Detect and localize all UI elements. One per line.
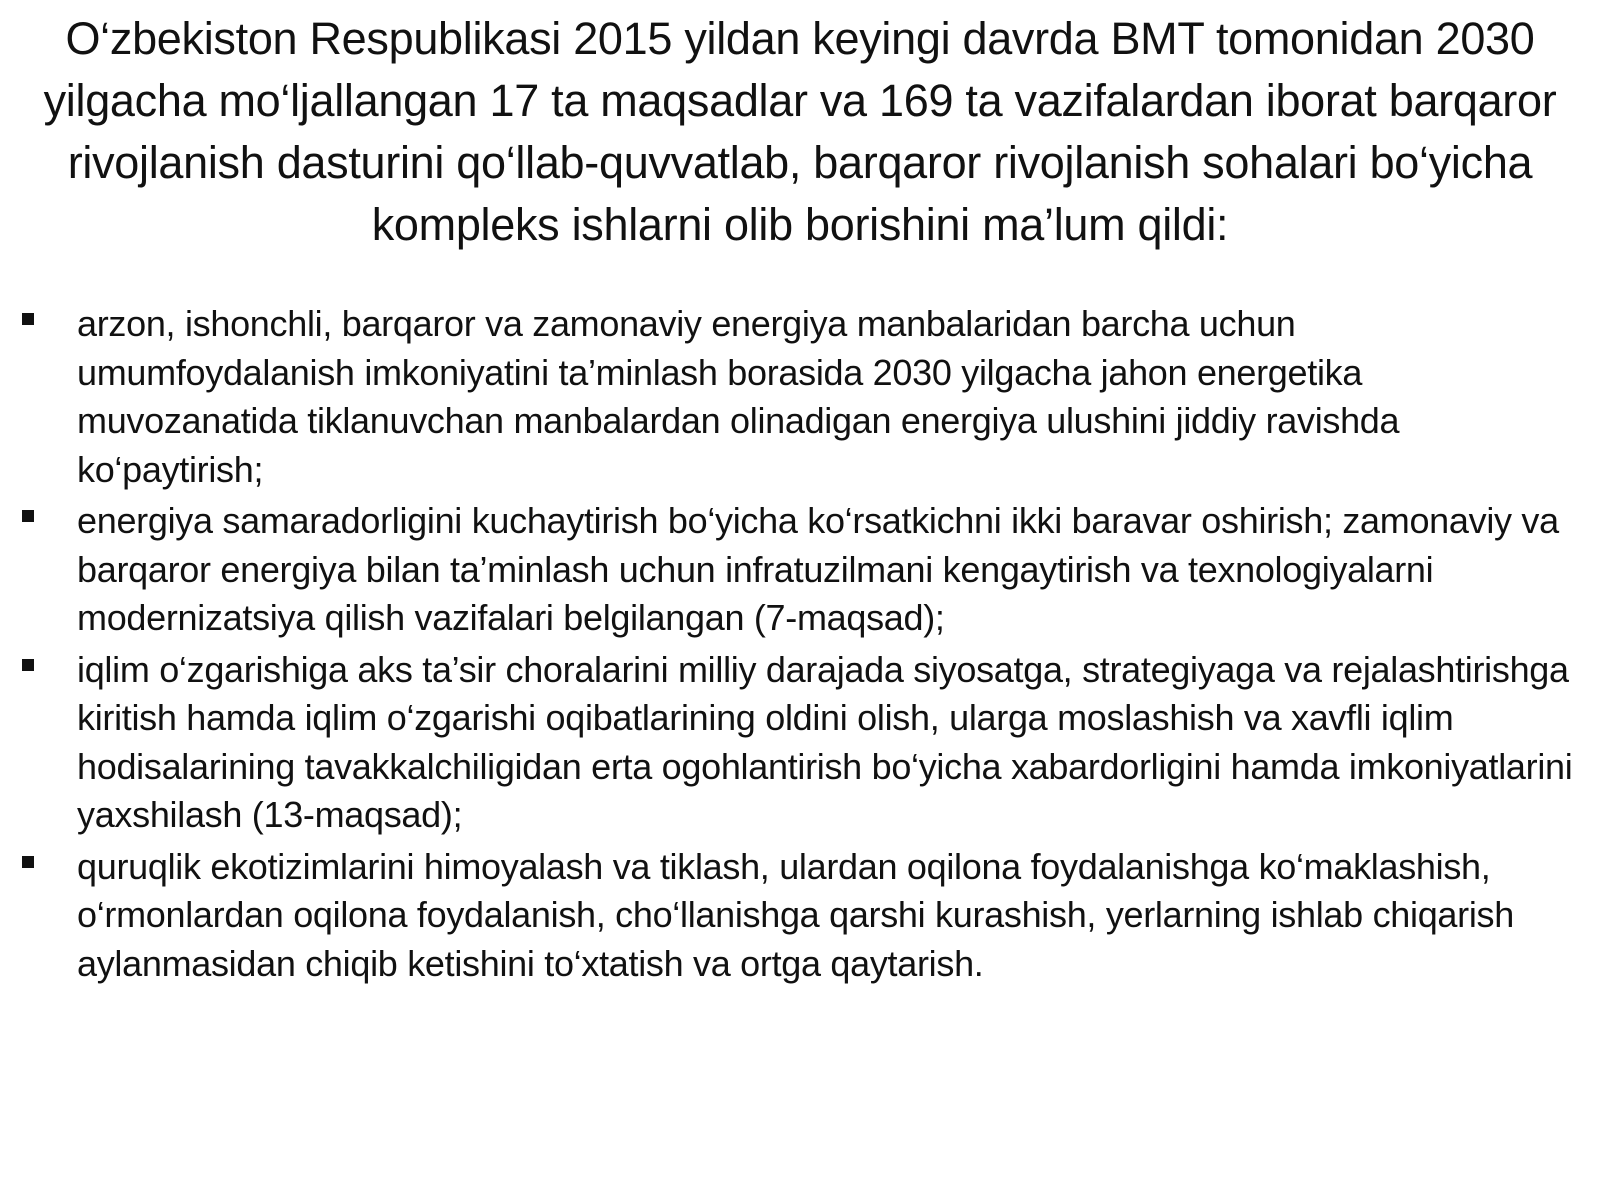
bullet-text: quruqlik ekotizimlarini himoyalash va tiklash, ulardan oqilona foydalanishga ko‘maklashish, o‘rmonlardan oqilona foydalanish, cho‘llanishga qarshi kurashish, yerlarning ishlab chiqarish aylanmasidan chiqib ketishini to‘xtatish va ortga qaytarish. <box>77 845 1514 984</box>
square-bullet-icon <box>22 856 34 868</box>
square-bullet-icon <box>22 313 34 325</box>
bullet-list <box>20 300 1580 991</box>
bullet-item-3 <box>20 646 1580 840</box>
slide-title: O‘zbekiston Respublikasi 2015 yildan keyingi davrda BMT tomonidan 2030 yilgacha mo‘ljallangan 17 ta maqsadlar va 169 ta vazifalardan iborat barqaror rivojlanish dasturini qo‘llab-quvvatlab, barqaror rivojlanish sohalari bo‘yicha kompleks ishlarni olib borishini ma’lum qildi: <box>43 13 1557 250</box>
bullet-text: iqlim o‘zgarishiga aks ta’sir choralarini milliy darajada siyosatga, strategiyaga va rejalashtirishga kiritish hamda iqlim o‘zgarishi oqibatlarining oldini olish, ularga moslashish va xavfli iqlim hodisalarining tavakkalchiligidan erta ogohlantirish bo‘yicha xabardorligini hamda imkoniyatlarini yaxshilash (13-maqsad); <box>77 648 1573 835</box>
bullet-item-2 <box>20 497 1580 643</box>
bullet-text: energiya samaradorligini kuchaytirish bo‘yicha ko‘rsatkichni ikki baravar oshirish; zamonaviy va barqaror energiya bilan ta’minlash uchun infratuzilmani kengaytirish va texnologiyalarni modernizatsiya qilish vazifalari belgilangan (7-maqsad); <box>77 500 1559 638</box>
bullet-item-4 <box>20 843 1580 989</box>
bullet-text: arzon, ishonchli, barqaror va zamonaviy energiya manbalaridan barcha uchun umumfoydalanish imkoniyatini ta’minlash borasida 2030 yilgacha jahon energetika muvozanatida tiklanuvchan manbalardan olinadigan energiya ulushini jiddiy ravishda ko‘paytirish; <box>77 303 1400 490</box>
bullet-item-1 <box>20 300 1580 494</box>
square-bullet-icon <box>22 510 34 522</box>
square-bullet-icon <box>22 659 34 671</box>
